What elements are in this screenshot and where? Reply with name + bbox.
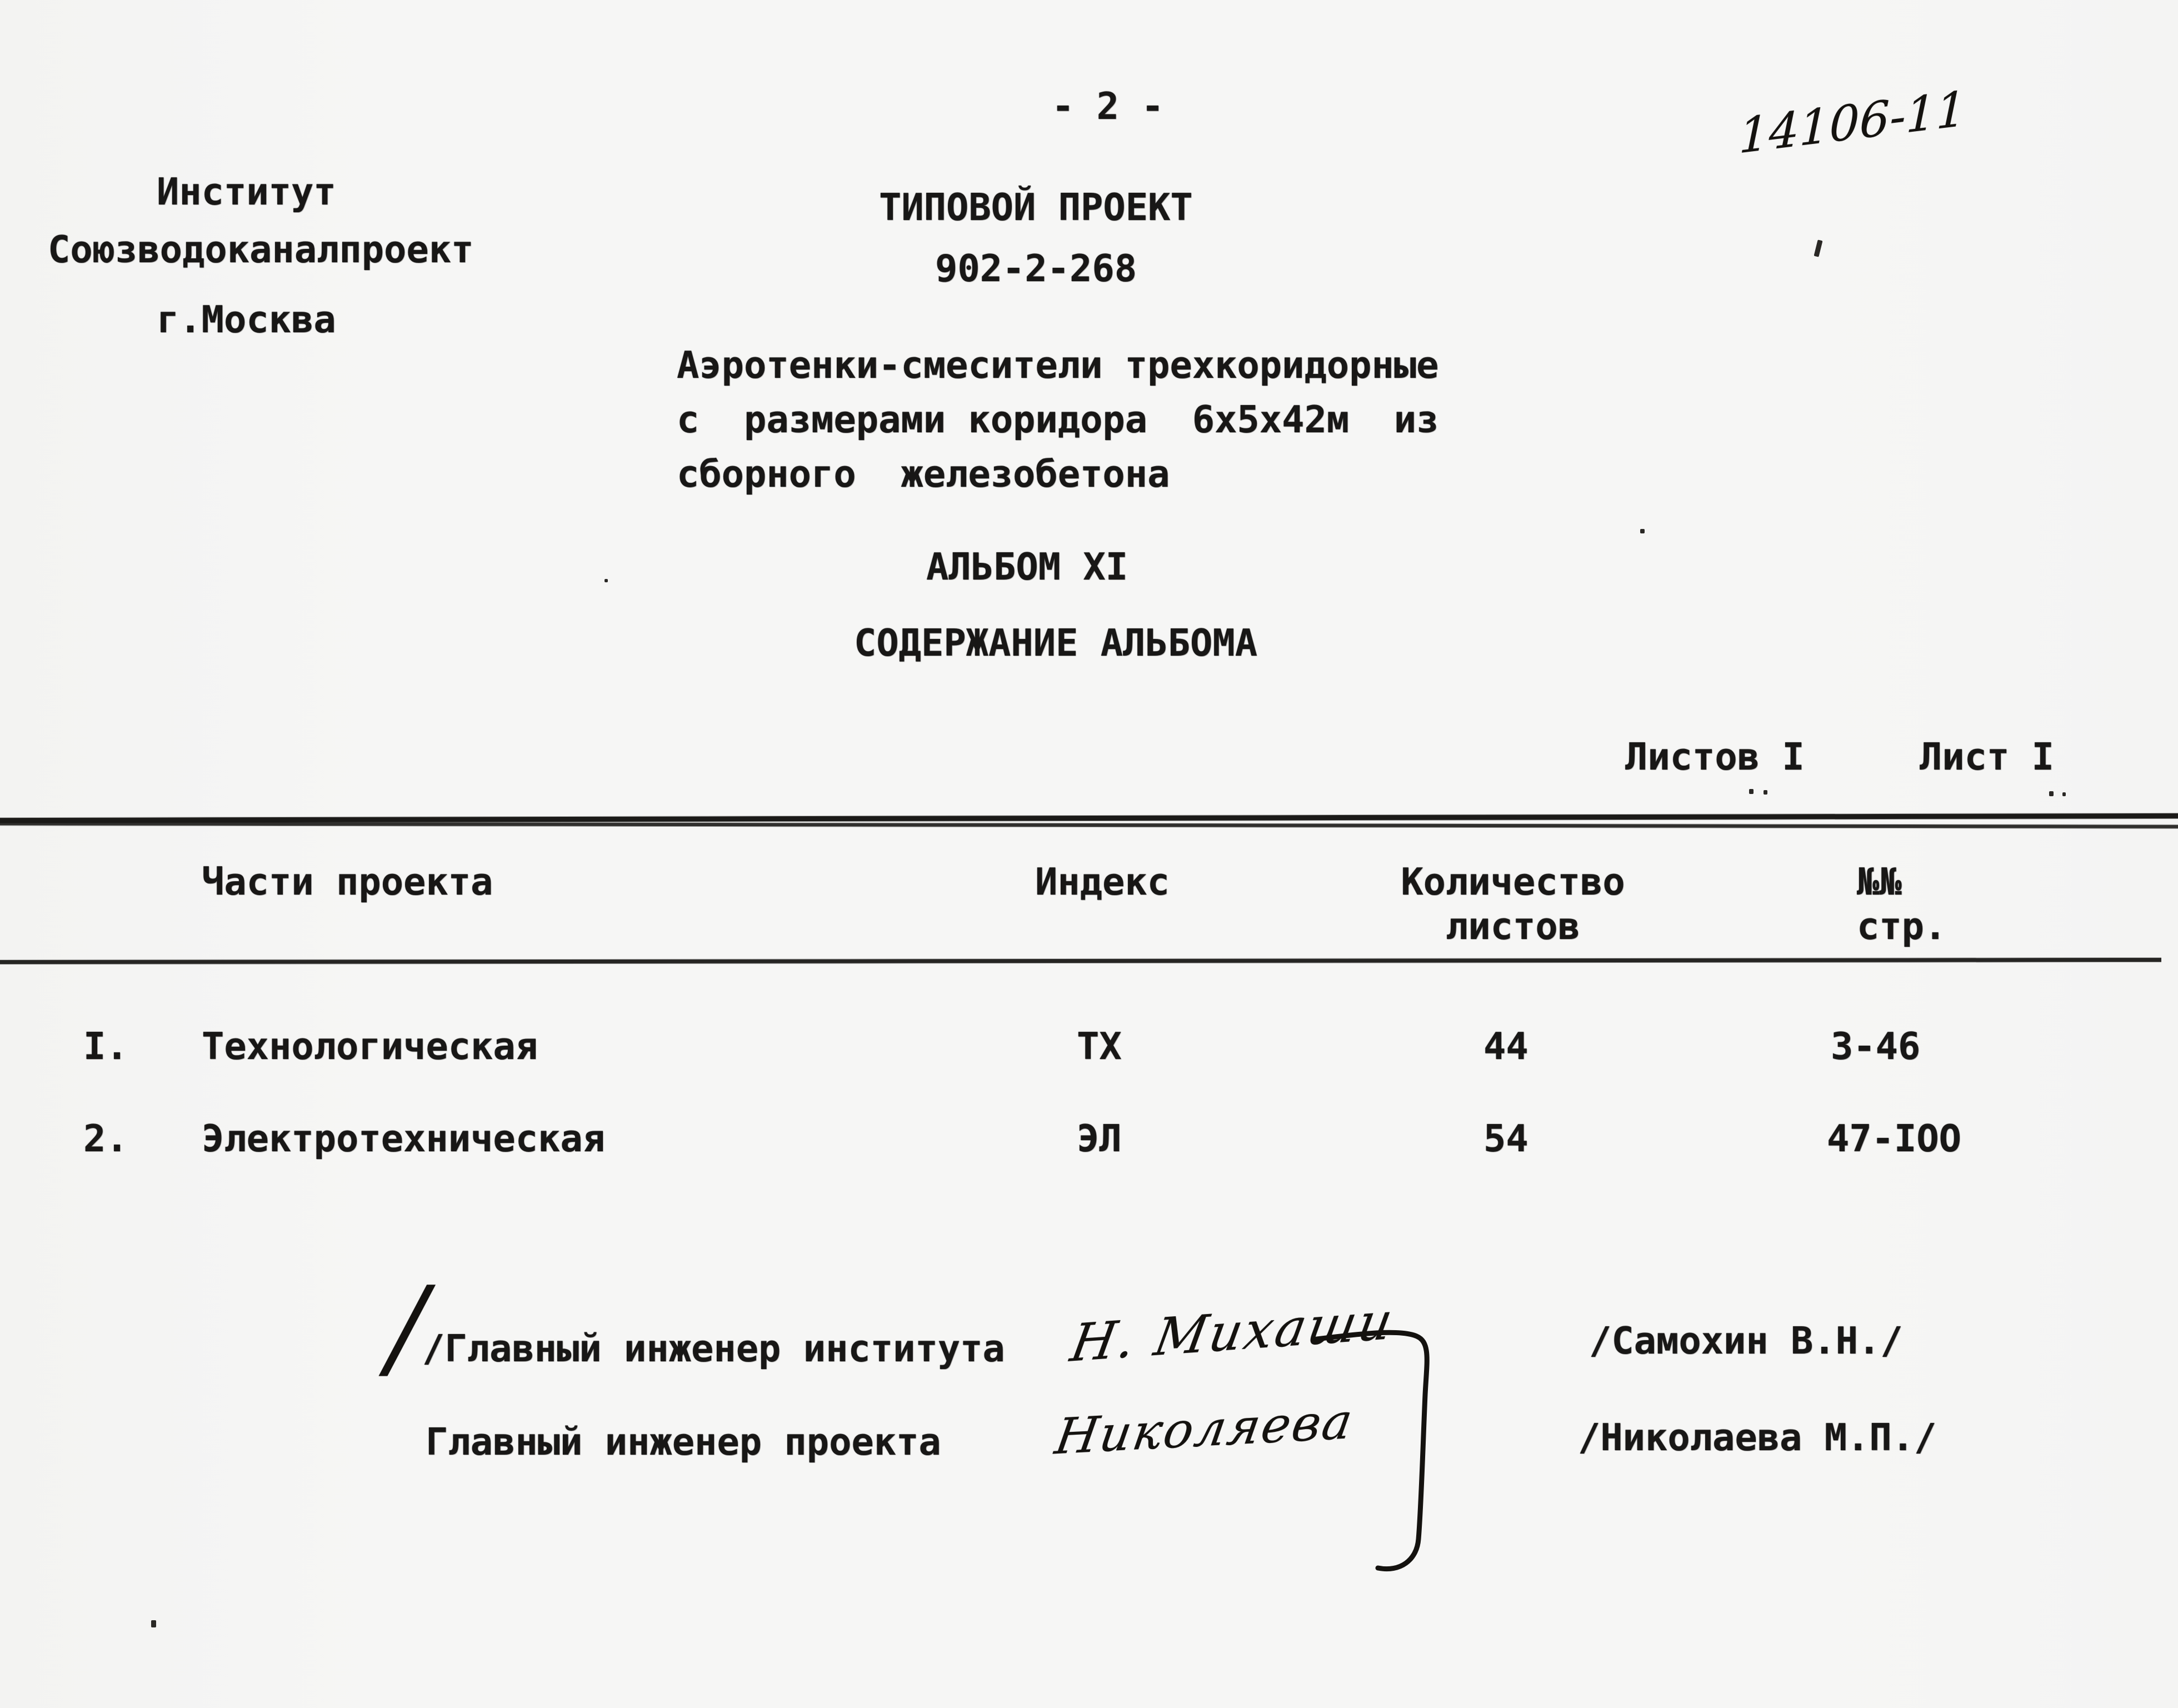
table-row-1-part: Технологическая: [202, 1025, 538, 1068]
col-header-pages-line2: стр.: [1857, 905, 1947, 948]
col-header-pages-line1: №№: [1857, 860, 1902, 903]
ink-speck: [1749, 789, 1754, 794]
project-subtitle-line1: Аэротенки-смесители трехкоридорные: [677, 343, 1439, 387]
table-row-1-qty: 44: [1483, 1025, 1528, 1068]
ink-speck: [605, 579, 608, 582]
table-row-1-index: ТХ: [1077, 1025, 1122, 1068]
name-chief-engineer-project: /Николаева М.П./: [1578, 1416, 1937, 1459]
sheet-label: Лист I: [1920, 735, 2055, 778]
institute-line3: г.Москва: [157, 298, 336, 341]
col-header-qty-line2: листов: [1445, 905, 1581, 948]
project-number: 902-2-268: [935, 247, 1137, 290]
col-header-parts: Части проекта: [202, 860, 493, 903]
ink-speck: [151, 1620, 156, 1627]
table-row-1-num: I.: [83, 1025, 128, 1068]
col-header-qty-line1: Количество: [1401, 860, 1625, 903]
col-header-index: Индекс: [1035, 860, 1170, 903]
ink-speck: [2062, 792, 2066, 796]
page-number: - 2 -: [1052, 84, 1164, 128]
signature-chief-engineer-project: Николяева: [1051, 1392, 1358, 1466]
sheets-total-label: Листов I: [1625, 735, 1805, 778]
handwritten-slash-mark: /: [375, 1263, 441, 1392]
table-row-2-qty: 54: [1483, 1117, 1528, 1160]
ink-speck: [1640, 529, 1645, 533]
album-label: АЛЬБОМ XI: [926, 545, 1128, 588]
institute-line2: Союзводоканалпроект: [48, 228, 474, 271]
table-row-1-pages: 3-46: [1831, 1025, 1921, 1068]
table-row-2-num: 2.: [83, 1117, 128, 1160]
handwritten-code: 14106-11: [1738, 81, 1967, 165]
chief-engineer-institute-role: /Главный инженер института: [422, 1327, 1005, 1370]
name-chief-engineer-institute: /Самохин В.Н./: [1589, 1319, 1903, 1362]
contents-label: СОДЕРЖАНИЕ АЛЬБОМА: [854, 621, 1258, 665]
table-row-2-part: Электротехническая: [202, 1117, 606, 1160]
table-row-2-index: ЭЛ: [1077, 1117, 1122, 1160]
col-header-qty: [1396, 860, 1630, 948]
ink-speck: [1764, 790, 1767, 795]
institute-line1: Институт: [157, 170, 336, 213]
table-row-2-pages: 47-IOO: [1827, 1117, 1962, 1160]
project-subtitle-line2: с размерами коридора 6х5х42м из: [677, 398, 1439, 441]
signature-chief-engineer-institute: Н. Михаши: [1066, 1290, 1400, 1374]
ink-speck: [2049, 791, 2054, 796]
project-subtitle-line3: сборного железобетона: [677, 452, 1170, 496]
col-header-pages: [1857, 860, 1979, 948]
project-type-title: ТИПОВОЙ ПРОЕКТ: [879, 186, 1193, 229]
chief-engineer-project-role: Главный инженер проекта: [426, 1420, 941, 1464]
